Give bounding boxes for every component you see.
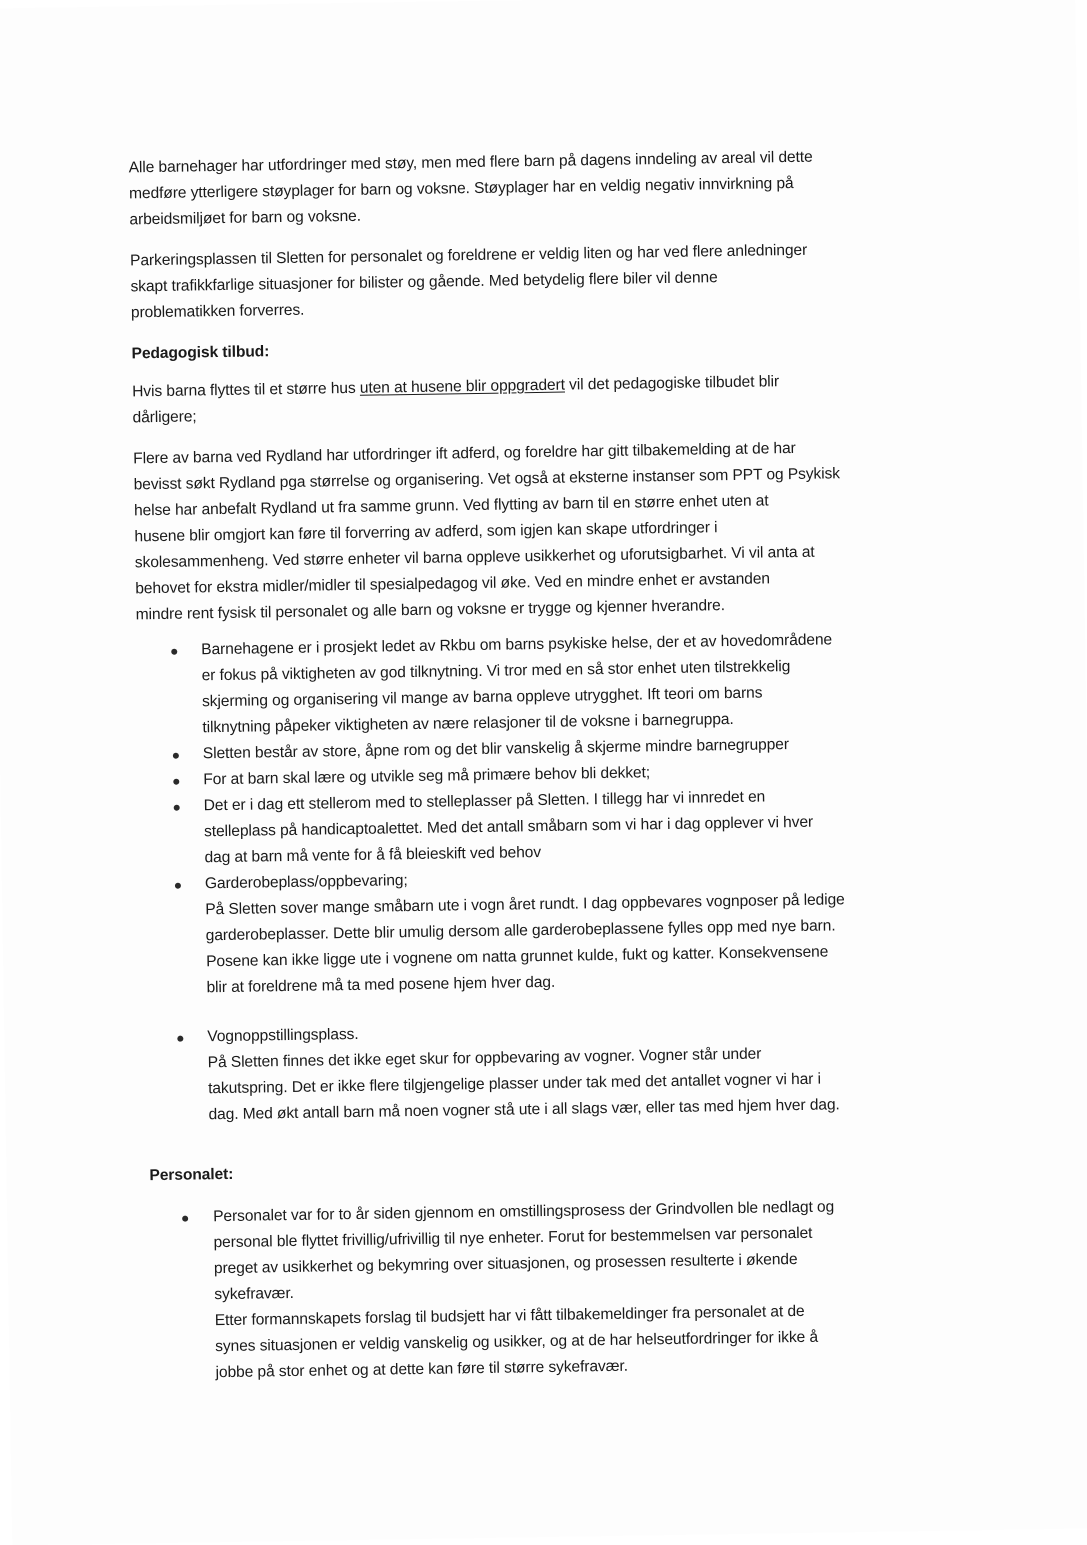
bullet-icon <box>177 1036 183 1042</box>
list-item-line: stelleplass på handicaptoalettet. Med det antall småbarn som vi har i dag opplever vi hver <box>203 813 814 841</box>
list-item-line: Personalet var for to år siden gjennom en omstillingsprosess der Grindvollen ble nedlagt og <box>212 1198 835 1226</box>
bullet-icon <box>175 883 181 889</box>
text-span: Hvis barna flyttes til et større hus <box>132 379 360 401</box>
paragraph-line: behovet for ekstra midler/midler til spesialpedagog vil øke. Ved en mindre enhet er avstanden <box>135 570 771 598</box>
paragraph-line: medføre ytterligere støyplager for barn og voksne. Støyplager har en veldig negativ innvirkning på <box>128 174 794 203</box>
paragraph-line: arbeidsmiljøet for barn og voksne. <box>129 207 362 229</box>
list-item-line: Posene kan ikke ligge ute i vognene om natta grunnet kulde, fukt og katter. Konsekvensene <box>205 943 829 971</box>
list-item-line: blir at foreldrene må ta med posene hjem hver dag. <box>206 973 556 997</box>
bullet-icon <box>173 753 179 759</box>
underlined-text: uten at husene blir oppgradert <box>359 376 566 397</box>
bullet-icon <box>174 805 180 811</box>
list-item-line: På Sletten sover mange småbarn ute i vogn året rundt. I dag oppbevares vognposer på ledige <box>205 891 845 919</box>
paragraph-line: Alle barnehager har utfordringer med støy, men med flere barn på dagens inndeling av areal vil dette <box>128 148 813 177</box>
section-heading-personalet: Personalet: <box>149 1165 234 1185</box>
list-item-line: garderobeplasser. Dette blir umulig dersom alle garderobeplassene fylles opp med nye barn. <box>205 917 836 945</box>
paragraph-line: bevisst søkt Rydland pga størrelse og organisering. Vet også at eksterne instanser som PPT og Psykisk <box>133 465 841 494</box>
list-item-line: synes situasjonen er veldig vanskelig og usikker, og at de har helseutfordringer for ikke å <box>215 1328 819 1356</box>
paragraph-line: husene blir omgjort kan føre til forverring av adferd, som igjen kan skape utfordringer i <box>134 519 718 546</box>
bullet-icon <box>171 649 177 655</box>
section-heading-pedagogisk: Pedagogisk tilbud: <box>131 343 270 363</box>
list-item-line: dag at barn må vente for å få bleieskift ved behov <box>204 843 542 867</box>
list-item-line: dag. Med økt antall barn må noen vogner stå ute i all slags vær, eller tas med hjem hver dag. <box>208 1096 840 1124</box>
bullet-icon <box>182 1216 188 1222</box>
paragraph-line: skapt trafikkfarlige situasjoner for bilister og gående. Med betydelig flere biler vil denne <box>130 269 718 296</box>
paragraph-line: mindre rent fysisk til personalet og alle barn og voksne er trygge og kjenner hverandre. <box>135 597 726 624</box>
paragraph-line: dårligere; <box>132 408 197 427</box>
list-item-line: Sletten består av store, åpne rom og det blir vanskelig å skjerme mindre barnegrupper <box>202 736 790 763</box>
list-item-line: jobbe på stor enhet og at dette kan føre til større sykefravær. <box>215 1357 629 1382</box>
bullet-icon <box>173 779 179 785</box>
list-item-line: er fokus på viktigheten av god tilknytning. Vi tror med en så stor enhet uten tilstrekkelig <box>201 658 791 685</box>
text-span: vil det pedagogiske tilbudet blir <box>564 373 780 394</box>
paragraph-line: Flere av barna ved Rydland har utfordringer ift adferd, og foreldre har gitt tilbakemelding at de har <box>133 439 796 468</box>
paragraph-line: Parkeringsplassen til Sletten for personalet og foreldrene er veldig liten og har ved flere anledninger <box>129 241 808 270</box>
list-item-line: takutspring. Det er ikke flere tilgjengelige plasser under tak med det antallet vogner vi har i <box>207 1070 822 1098</box>
paragraph-line: problematikken forverres. <box>130 301 305 322</box>
list-item-line: Vognoppstillingsplass. <box>207 1025 359 1046</box>
paragraph-line: helse har anbefalt Rydland ut fra samme grunn. Ved flytting av barn til en større enhet uten at <box>133 492 769 520</box>
list-item-line: Garderobeplass/oppbevaring; <box>204 872 408 893</box>
list-item-line: Barnehagene er i prosjekt ledet av Rkbu om barns psykiske helse, der et av hovedområdene <box>201 631 833 659</box>
list-item-line: skjerming og organisering vil mange av barna oppleve utrygghet. Ift teori om barns <box>201 684 763 711</box>
list-item-line: Det er i dag ett stellerom med to stelleplasser på Sletten. I tillegg har vi innredet en <box>203 788 766 815</box>
list-item-line: Etter formannskapets forslag til budsjett har vi fått tilbakemeldinger fra personalet at de <box>214 1302 805 1330</box>
list-item-line: preget av usikkerhet og bekymring over situasjonen, og prosessen resulterte i økende <box>213 1251 798 1278</box>
list-item-line: På Sletten finnes det ikke eget skur for oppbevaring av vogner. Vogner står under <box>207 1045 762 1072</box>
list-item-line: For at barn skal lære og utvikle seg må primære behov bli dekket; <box>203 764 651 789</box>
list-item-line: personal ble flyttet frivillig/ufrivillig til nye enheter. Forut for bestemmelsen var personalet <box>213 1224 813 1252</box>
paragraph-line: skolesammenheng. Ved større enheter vil barna oppleve usikkerhet og uforutsigbarhet. Vi vil anta at <box>134 543 815 572</box>
list-item-line: sykefravær. <box>214 1284 294 1304</box>
paragraph-line <box>132 372 779 402</box>
list-item-line: tilknytning påpeker viktigheten av nære relasjoner til de voksne i barnegruppa. <box>202 710 734 737</box>
